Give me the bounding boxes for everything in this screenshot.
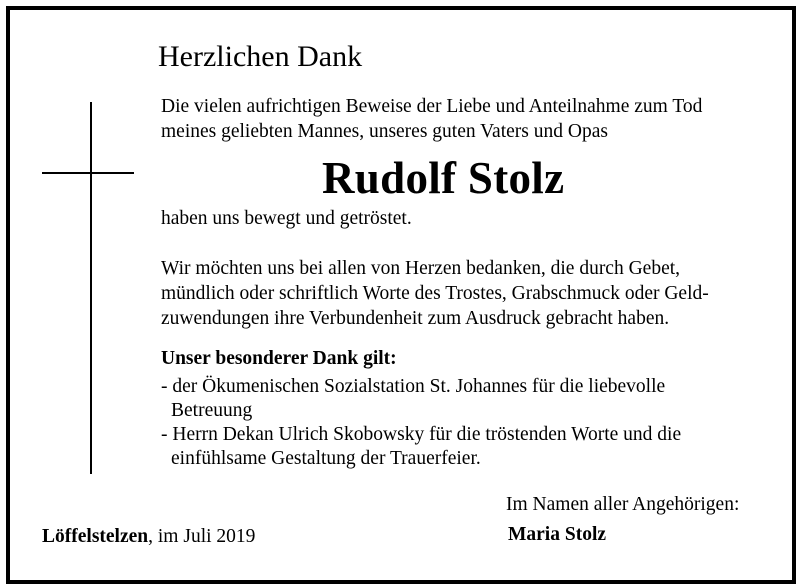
place-date (42, 526, 255, 548)
list-item-continuation: einfühlsame Gestaltung der Trauerfeier. (171, 448, 481, 469)
special-thanks-heading: Unser besonderer Dank gilt: (161, 348, 397, 369)
obituary-notice (6, 6, 796, 584)
place-name: Löffelstelzen (42, 526, 149, 547)
signer-name: Maria Stolz (508, 524, 607, 545)
list-item-continuation: Betreuung (171, 400, 253, 421)
deceased-name: Rudolf Stolz (322, 153, 565, 203)
special-thanks-list (161, 375, 681, 471)
comforted-line: haben uns bewegt und getröstet. (161, 208, 412, 229)
intro-line: Die vielen aufrichtigen Beweise der Liebe und Anteilnahme zum Tod (161, 96, 703, 117)
list-item-line: - Herrn Dekan Ulrich Skobowsky für die tröstenden Worte und die (161, 424, 682, 445)
thanks-line: mündlich oder schriftlich Worte des Trostes, Grabschmuck oder Geld- (161, 283, 709, 304)
thanks-line: Wir möchten uns bei allen von Herzen bedanken, die durch Gebet, (161, 258, 681, 279)
cross-icon (90, 102, 92, 474)
date-text: , im Juli 2019 (148, 526, 256, 547)
list-item (161, 423, 681, 471)
on-behalf-line: Im Namen aller Angehörigen: (506, 494, 740, 515)
list-item-line: - der Ökumenischen Sozialstation St. Johannes für die liebevolle (161, 376, 666, 397)
notice-heading: Herzlichen Dank (158, 40, 363, 73)
intro-line: meines geliebten Mannes, unseres guten Vaters und Opas (161, 121, 608, 142)
intro-paragraph (161, 94, 702, 144)
list-item (161, 375, 681, 423)
cross-icon-bar (42, 172, 134, 174)
thanks-line: zuwendungen ihre Verbundenheit zum Ausdruck gebracht haben. (161, 308, 670, 329)
thanks-paragraph (161, 256, 753, 331)
